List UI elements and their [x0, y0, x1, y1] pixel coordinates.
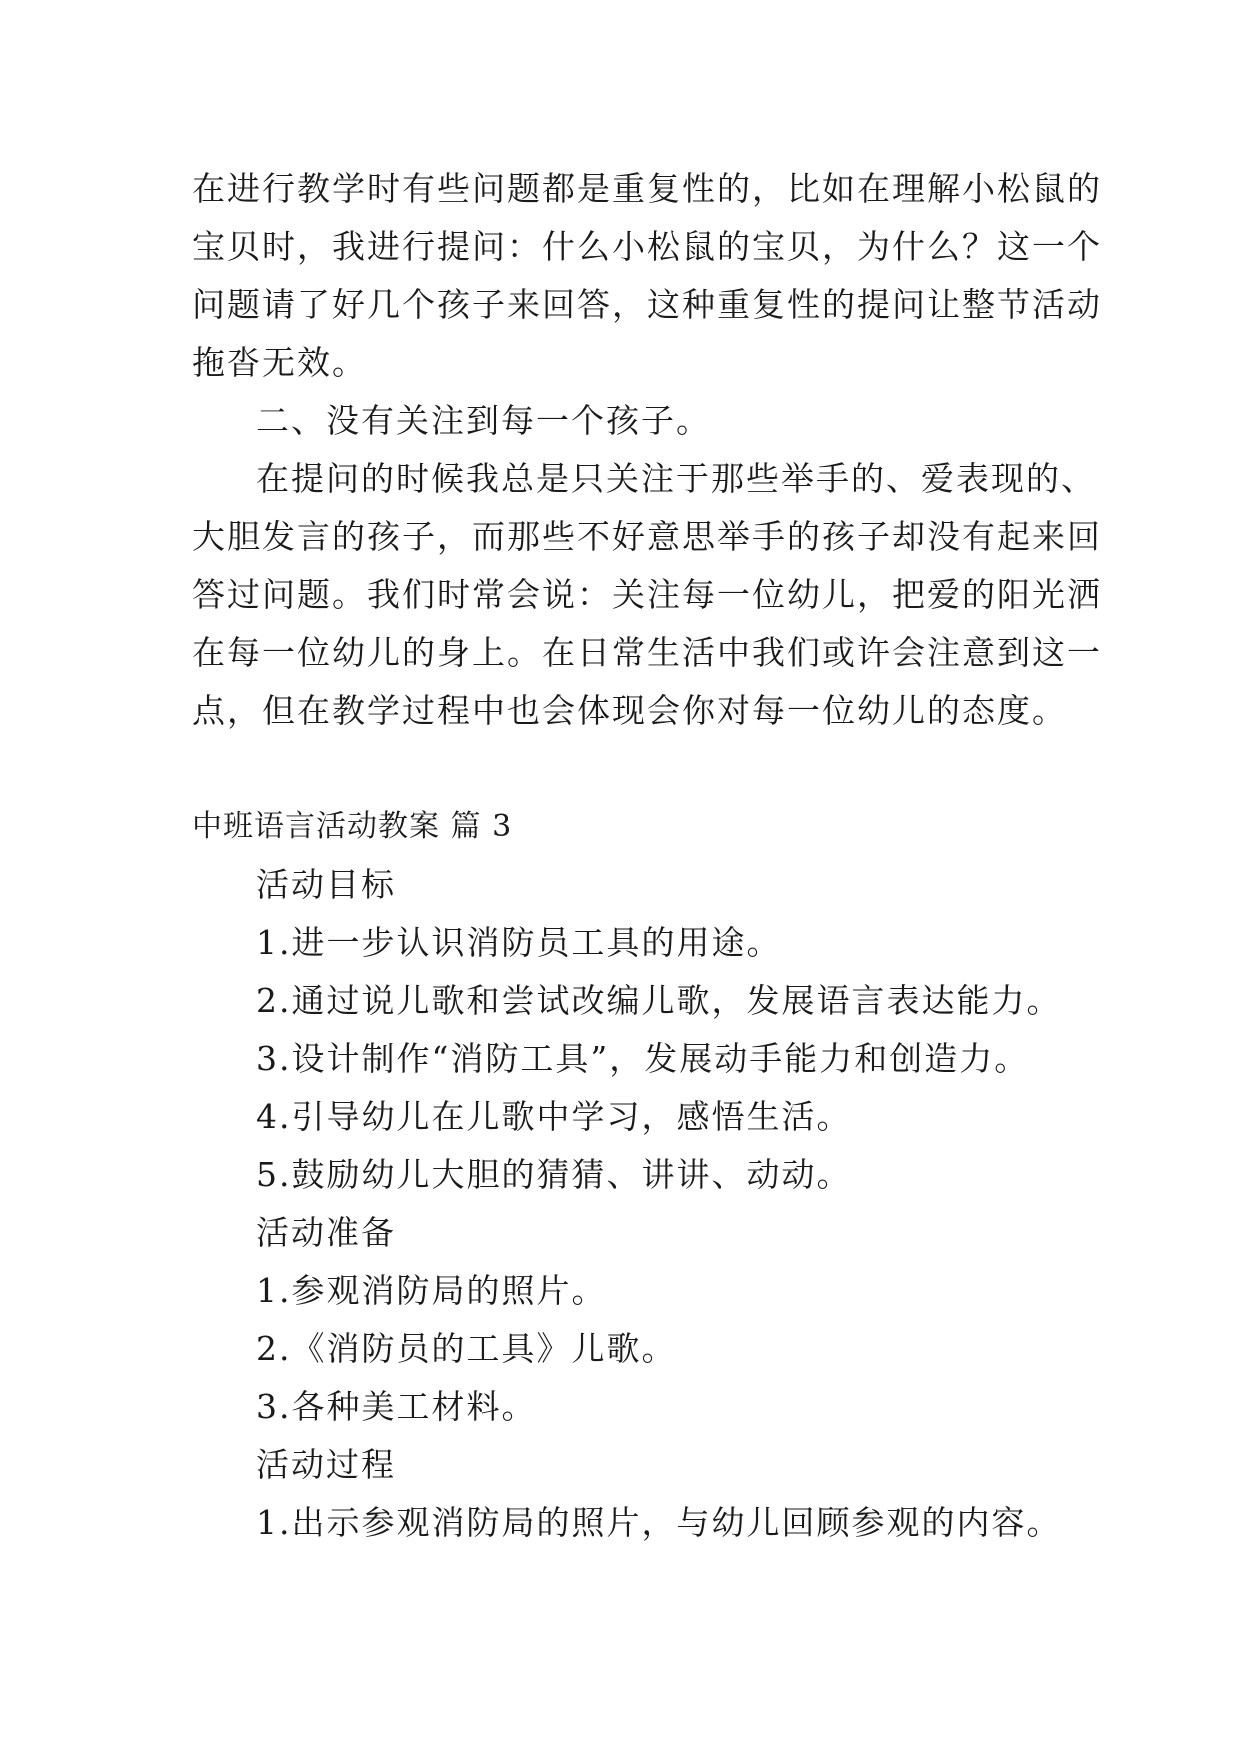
section-spacer — [192, 740, 1072, 798]
document-body — [192, 160, 1102, 1552]
list-item: 1.进一步认识消防员工具的用途。 — [256, 923, 782, 962]
list-item: 4.引导幼儿在儿歌中学习，感悟生活。 — [256, 1097, 852, 1136]
list-item: 2.通过说儿歌和尝试改编儿歌，发展语言表达能力。 — [256, 981, 1062, 1020]
list-item: 3.设计制作“消防工具”，发展动手能力和创造力。 — [256, 1039, 1030, 1078]
list-item: 1.出示参观消防局的照片，与幼儿回顾参观的内容。 — [256, 1503, 1062, 1542]
subsection-title: 活动过程 — [256, 1445, 396, 1484]
point-heading: 二、没有关注到每一个孩子。 — [256, 401, 711, 440]
paragraph-line: 大胆发言的孩子，而那些不好意思举手的孩子却没有起来回 — [192, 517, 1102, 556]
list-item: 1.参观消防局的照片。 — [256, 1271, 607, 1310]
subsection-title: 活动目标 — [256, 865, 396, 904]
paragraph-line: 答过问题。我们时常会说：关注每一位幼儿，把爱的阳光洒 — [192, 575, 1102, 614]
paragraph-line: 拖沓无效。 — [192, 343, 367, 382]
paragraph-line: 在每一位幼儿的身上。在日常生活中我们或许会注意到这一 — [192, 633, 1102, 672]
list-item: 2.《消防员的工具》儿歌。 — [256, 1329, 677, 1368]
paragraph-line: 问题请了好几个孩子来回答，这种重复性的提问让整节活动 — [192, 285, 1102, 324]
paragraph-line: 在进行教学时有些问题都是重复性的，比如在理解小松鼠的 — [192, 169, 1102, 208]
paragraph-line: 点，但在教学过程中也会体现会你对每一位幼儿的态度。 — [192, 691, 1067, 730]
list-item: 3.各种美工材料。 — [256, 1387, 537, 1426]
list-item: 5.鼓励幼儿大胆的猜猜、讲讲、动动。 — [256, 1155, 852, 1194]
paragraph-line: 在提问的时候我总是只关注于那些举手的、爱表现的、 — [256, 459, 1096, 498]
section-title: 中班语言活动教案 篇 3 — [192, 809, 513, 844]
subsection-title: 活动准备 — [256, 1213, 396, 1252]
paragraph-line: 宝贝时，我进行提问：什么小松鼠的宝贝，为什么？这一个 — [192, 227, 1102, 266]
